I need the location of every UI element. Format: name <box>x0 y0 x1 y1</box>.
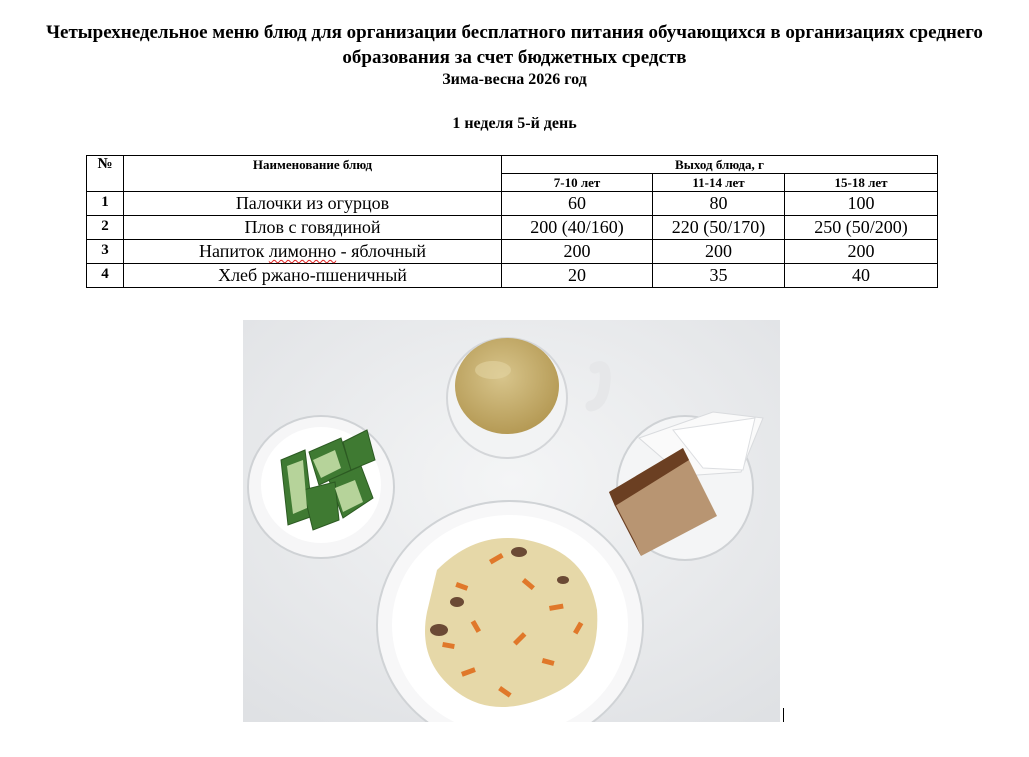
document-title: Четырехнедельное меню блюд для организации бесплатного питания обучающихся в организациях среднего образования за счет бюджетных средств <box>46 22 983 68</box>
column-header-dish-name: Наименование блюд <box>124 156 502 192</box>
row-number: 1 <box>87 192 124 216</box>
column-header-output: Выход блюда, г <box>502 156 938 174</box>
row-number: 4 <box>87 264 124 288</box>
spellcheck-marked-word: лимонно <box>268 241 337 261</box>
season-subtitle: Зима-весна 2026 год <box>442 71 587 88</box>
portion-15-18: 40 <box>785 264 938 288</box>
dish-name <box>124 240 502 264</box>
table-row <box>87 264 938 288</box>
table-row <box>87 216 938 240</box>
dish-name: Палочки из огурцов <box>124 192 502 216</box>
portion-15-18: 250 (50/200) <box>785 216 938 240</box>
portion-11-14: 35 <box>653 264 785 288</box>
row-number: 3 <box>87 240 124 264</box>
column-header-number: № <box>87 156 124 192</box>
portion-7-10: 60 <box>502 192 653 216</box>
portion-7-10: 20 <box>502 264 653 288</box>
menu-table <box>86 155 938 288</box>
dish-name-part: - яблочный <box>336 241 427 261</box>
row-number: 2 <box>87 216 124 240</box>
week-day-heading: 1 неделя 5-й день <box>452 115 577 132</box>
meal-photo <box>243 320 780 722</box>
table-row <box>87 240 938 264</box>
dish-name-part: Напиток <box>198 241 269 261</box>
cucumber-bowl <box>248 416 394 558</box>
column-header-age-11-14: 11-14 лет <box>653 174 785 192</box>
column-header-age-7-10: 7-10 лет <box>502 174 653 192</box>
portion-15-18: 200 <box>785 240 938 264</box>
dish-name: Плов с говядиной <box>124 216 502 240</box>
portion-15-18: 100 <box>785 192 938 216</box>
table-row <box>87 192 938 216</box>
text-cursor <box>783 708 784 722</box>
portion-7-10: 200 <box>502 240 653 264</box>
portion-11-14: 200 <box>653 240 785 264</box>
column-header-age-15-18: 15-18 лет <box>785 174 938 192</box>
dish-name: Хлеб ржано-пшеничный <box>124 264 502 288</box>
portion-11-14: 220 (50/170) <box>653 216 785 240</box>
portion-11-14: 80 <box>653 192 785 216</box>
portion-7-10: 200 (40/160) <box>502 216 653 240</box>
